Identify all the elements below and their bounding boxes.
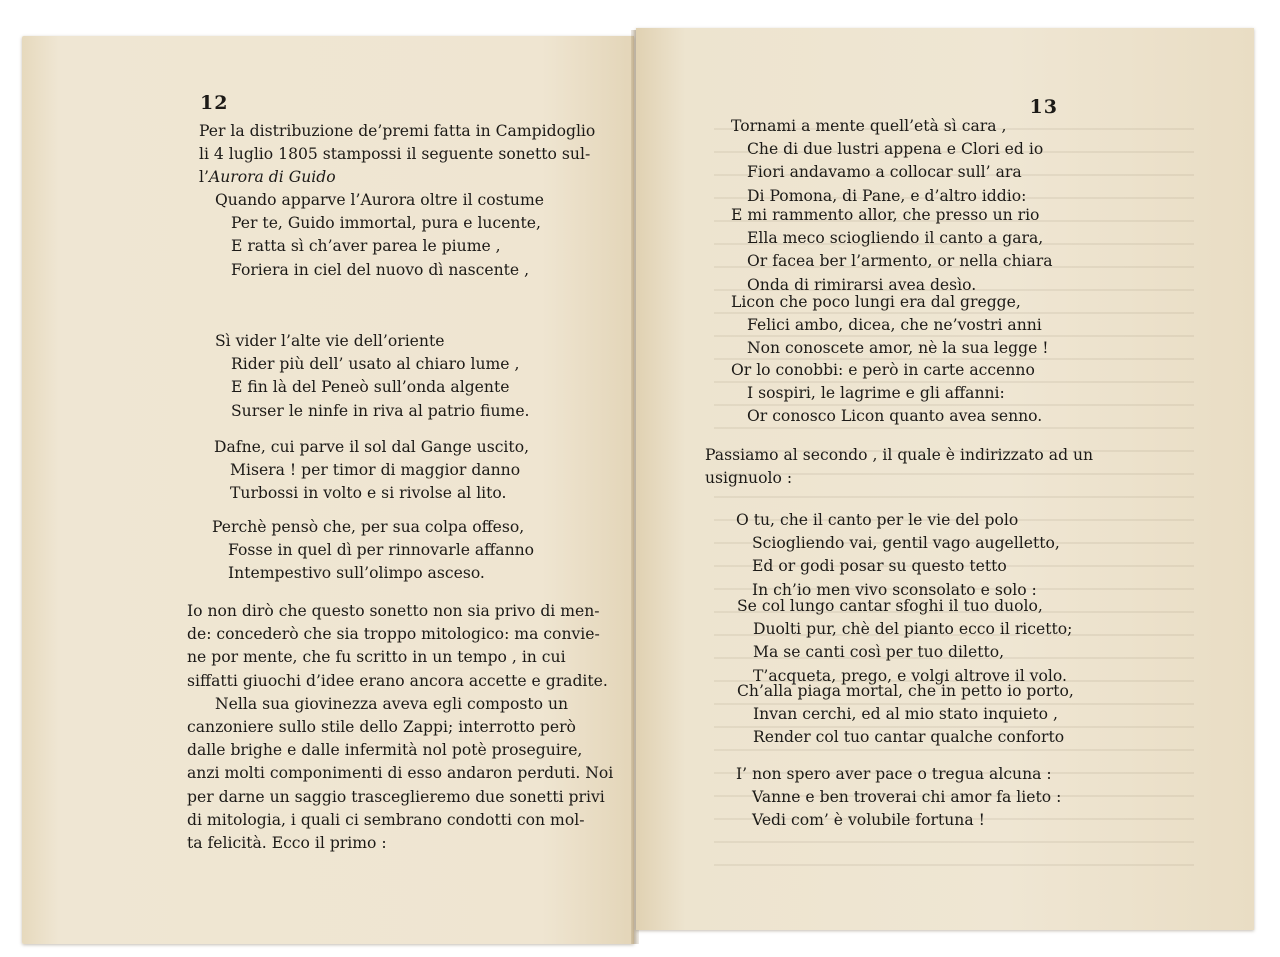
text-line: anzi molti componimenti di esso andaron perduti. Noi — [187, 764, 614, 783]
commentary-paragraph — [705, 444, 1093, 490]
text-line: ne por mente, che fu scritto in un tempo , in cui — [187, 648, 566, 667]
verse-line: Intempestivo sull’olimpo asceso. — [228, 564, 485, 583]
sonnet-stanza — [731, 291, 1049, 361]
verse-line: Onda di rimirarsi avea desìo. — [747, 275, 977, 294]
verse-line: Or conosco Licon quanto avea senno. — [747, 407, 1043, 426]
page-number: 12 — [200, 92, 229, 114]
verse-line: I sospiri, le lagrime e gli affanni: — [747, 384, 1005, 403]
verse-line: Misera ! per timor di maggior danno — [230, 461, 521, 480]
sonnet-stanza — [737, 680, 1074, 750]
left-page — [22, 36, 634, 944]
text-line: per darne un saggio trasceglieremo due sonetti privi — [187, 787, 605, 806]
verse-line: I’ non spero aver pace o tregua alcuna : — [736, 765, 1052, 783]
sonnet-stanza — [215, 330, 530, 423]
text-line: dalle brighe e dalle infermità nol potè proseguire, — [187, 741, 583, 760]
sonnet-stanza — [736, 509, 1060, 602]
verse-line: Di Pomona, di Pane, e d’altro iddio: — [747, 186, 1027, 205]
text-line: ta felicità. Ecco il primo : — [187, 833, 387, 852]
verse-line: Fosse in quel dì per rinnovarle affanno — [228, 541, 535, 560]
sonnet-stanza — [731, 359, 1042, 429]
verse-line: Surser le ninfe in riva al patrio fiume. — [231, 401, 530, 420]
verse-line: Se col lungo cantar sfoghi il tuo duolo, — [737, 597, 1043, 615]
commentary-paragraph — [187, 600, 615, 855]
sonnet-stanza — [731, 204, 1053, 297]
verse-line: Invan cerchi, ed al mio stato inquieto , — [753, 705, 1058, 724]
text-line: Nella sua giovinezza aveva egli composto un — [215, 694, 569, 713]
work-title: Aurora di Guido — [208, 168, 336, 187]
sonnet-stanza — [214, 436, 529, 506]
text-line: de: concederò che sia troppo mitologico: ma convie- — [187, 625, 600, 644]
verse-line: T’acqueta, prego, e volgi altrove il volo. — [753, 666, 1067, 685]
verse-line: E fin là del Peneò sull’onda algente — [231, 378, 510, 397]
sonnet-stanza — [736, 763, 1061, 833]
verse-line: Or lo conobbi: e però in carte accenno — [731, 361, 1035, 379]
text-line: li 4 luglio 1805 stampossi il seguente sonetto sul- — [199, 145, 591, 164]
verse-line: Perchè pensò che, per sua colpa offeso, — [212, 518, 525, 536]
right-page — [636, 28, 1254, 930]
text-line: canzoniere sullo stile dello Zappi; interrotto però — [187, 717, 576, 736]
verse-line: E mi rammento allor, che presso un rio — [731, 206, 1040, 224]
verse-line: Sciogliendo vai, gentil vago augelletto, — [752, 534, 1060, 553]
verse-line: Ma se canti così per tuo diletto, — [753, 643, 1005, 662]
verse-line: Tornami a mente quell’età sì cara , — [731, 117, 1007, 135]
page-number: 13 — [1029, 96, 1058, 118]
verse-line: Ch’alla piaga mortal, che in petto io porto, — [737, 682, 1074, 700]
text-fragment: l’ — [199, 168, 209, 187]
verse-line: Sì vider l’alte vie dell’oriente — [215, 332, 445, 350]
verse-line: Vanne e ben troverai chi amor fa lieto : — [752, 788, 1062, 807]
verse-line: Or facea ber l’armento, or nella chiara — [747, 252, 1053, 271]
sonnet-stanza — [215, 189, 544, 282]
text-line: usignuolo : — [705, 469, 793, 488]
verse-line: Fiori andavamo a collocar sull’ ara — [747, 163, 1022, 182]
verse-line: Ed or godi posar su questo tetto — [752, 557, 1007, 576]
verse-line: Felici ambo, dicea, che ne’vostri anni — [747, 316, 1042, 335]
verse-line: Dafne, cui parve il sol dal Gange uscito, — [214, 438, 530, 456]
verse-line: O tu, che il canto per le vie del polo — [736, 511, 1019, 529]
verse-line: Rider più dell’ usato al chiaro lume , — [231, 355, 520, 374]
verse-line: In ch’io men vivo sconsolato e solo : — [752, 580, 1037, 599]
text-line: Io non dirò che questo sonetto non sia privo di men- — [187, 602, 600, 620]
verse-line: Foriera in ciel del nuovo dì nascente , — [231, 260, 530, 279]
verse-line: Vedi com’ è volubile fortuna ! — [752, 811, 985, 830]
text-line — [199, 166, 595, 189]
sonnet-stanza — [731, 115, 1043, 208]
text-line: siffatti giuochi d’idee erano ancora accette e gradite. — [187, 671, 608, 690]
text-line: Per la distribuzione de’premi fatta in Campidoglio — [199, 122, 596, 140]
verse-line: Ella meco sciogliendo il canto a gara, — [747, 229, 1044, 248]
verse-line: E ratta sì ch’aver parea le piume , — [231, 237, 501, 256]
verse-line: Duolti pur, chè del pianto ecco il ricetto; — [753, 620, 1073, 639]
text-line: Passiamo al secondo , il quale è indirizzato ad un — [705, 446, 1094, 464]
text-line: di mitologia, i quali ci sembrano condotti con mol- — [187, 810, 585, 829]
sonnet-stanza — [212, 516, 534, 586]
verse-line: Render col tuo cantar qualche conforto — [753, 728, 1065, 747]
verse-line: Per te, Guido immortal, pura e lucente, — [231, 214, 541, 233]
verse-line: Che di due lustri appena e Clori ed io — [747, 140, 1044, 159]
sonnet-stanza — [737, 595, 1072, 688]
intro-paragraph — [199, 105, 595, 190]
verse-line: Quando apparve l’Aurora oltre il costume — [215, 191, 544, 209]
verse-line: Non conoscete amor, nè la sua legge ! — [747, 339, 1049, 358]
verse-line: Turbossi in volto e si rivolse al lito. — [230, 484, 507, 503]
verse-line: Licon che poco lungi era dal gregge, — [731, 293, 1021, 311]
